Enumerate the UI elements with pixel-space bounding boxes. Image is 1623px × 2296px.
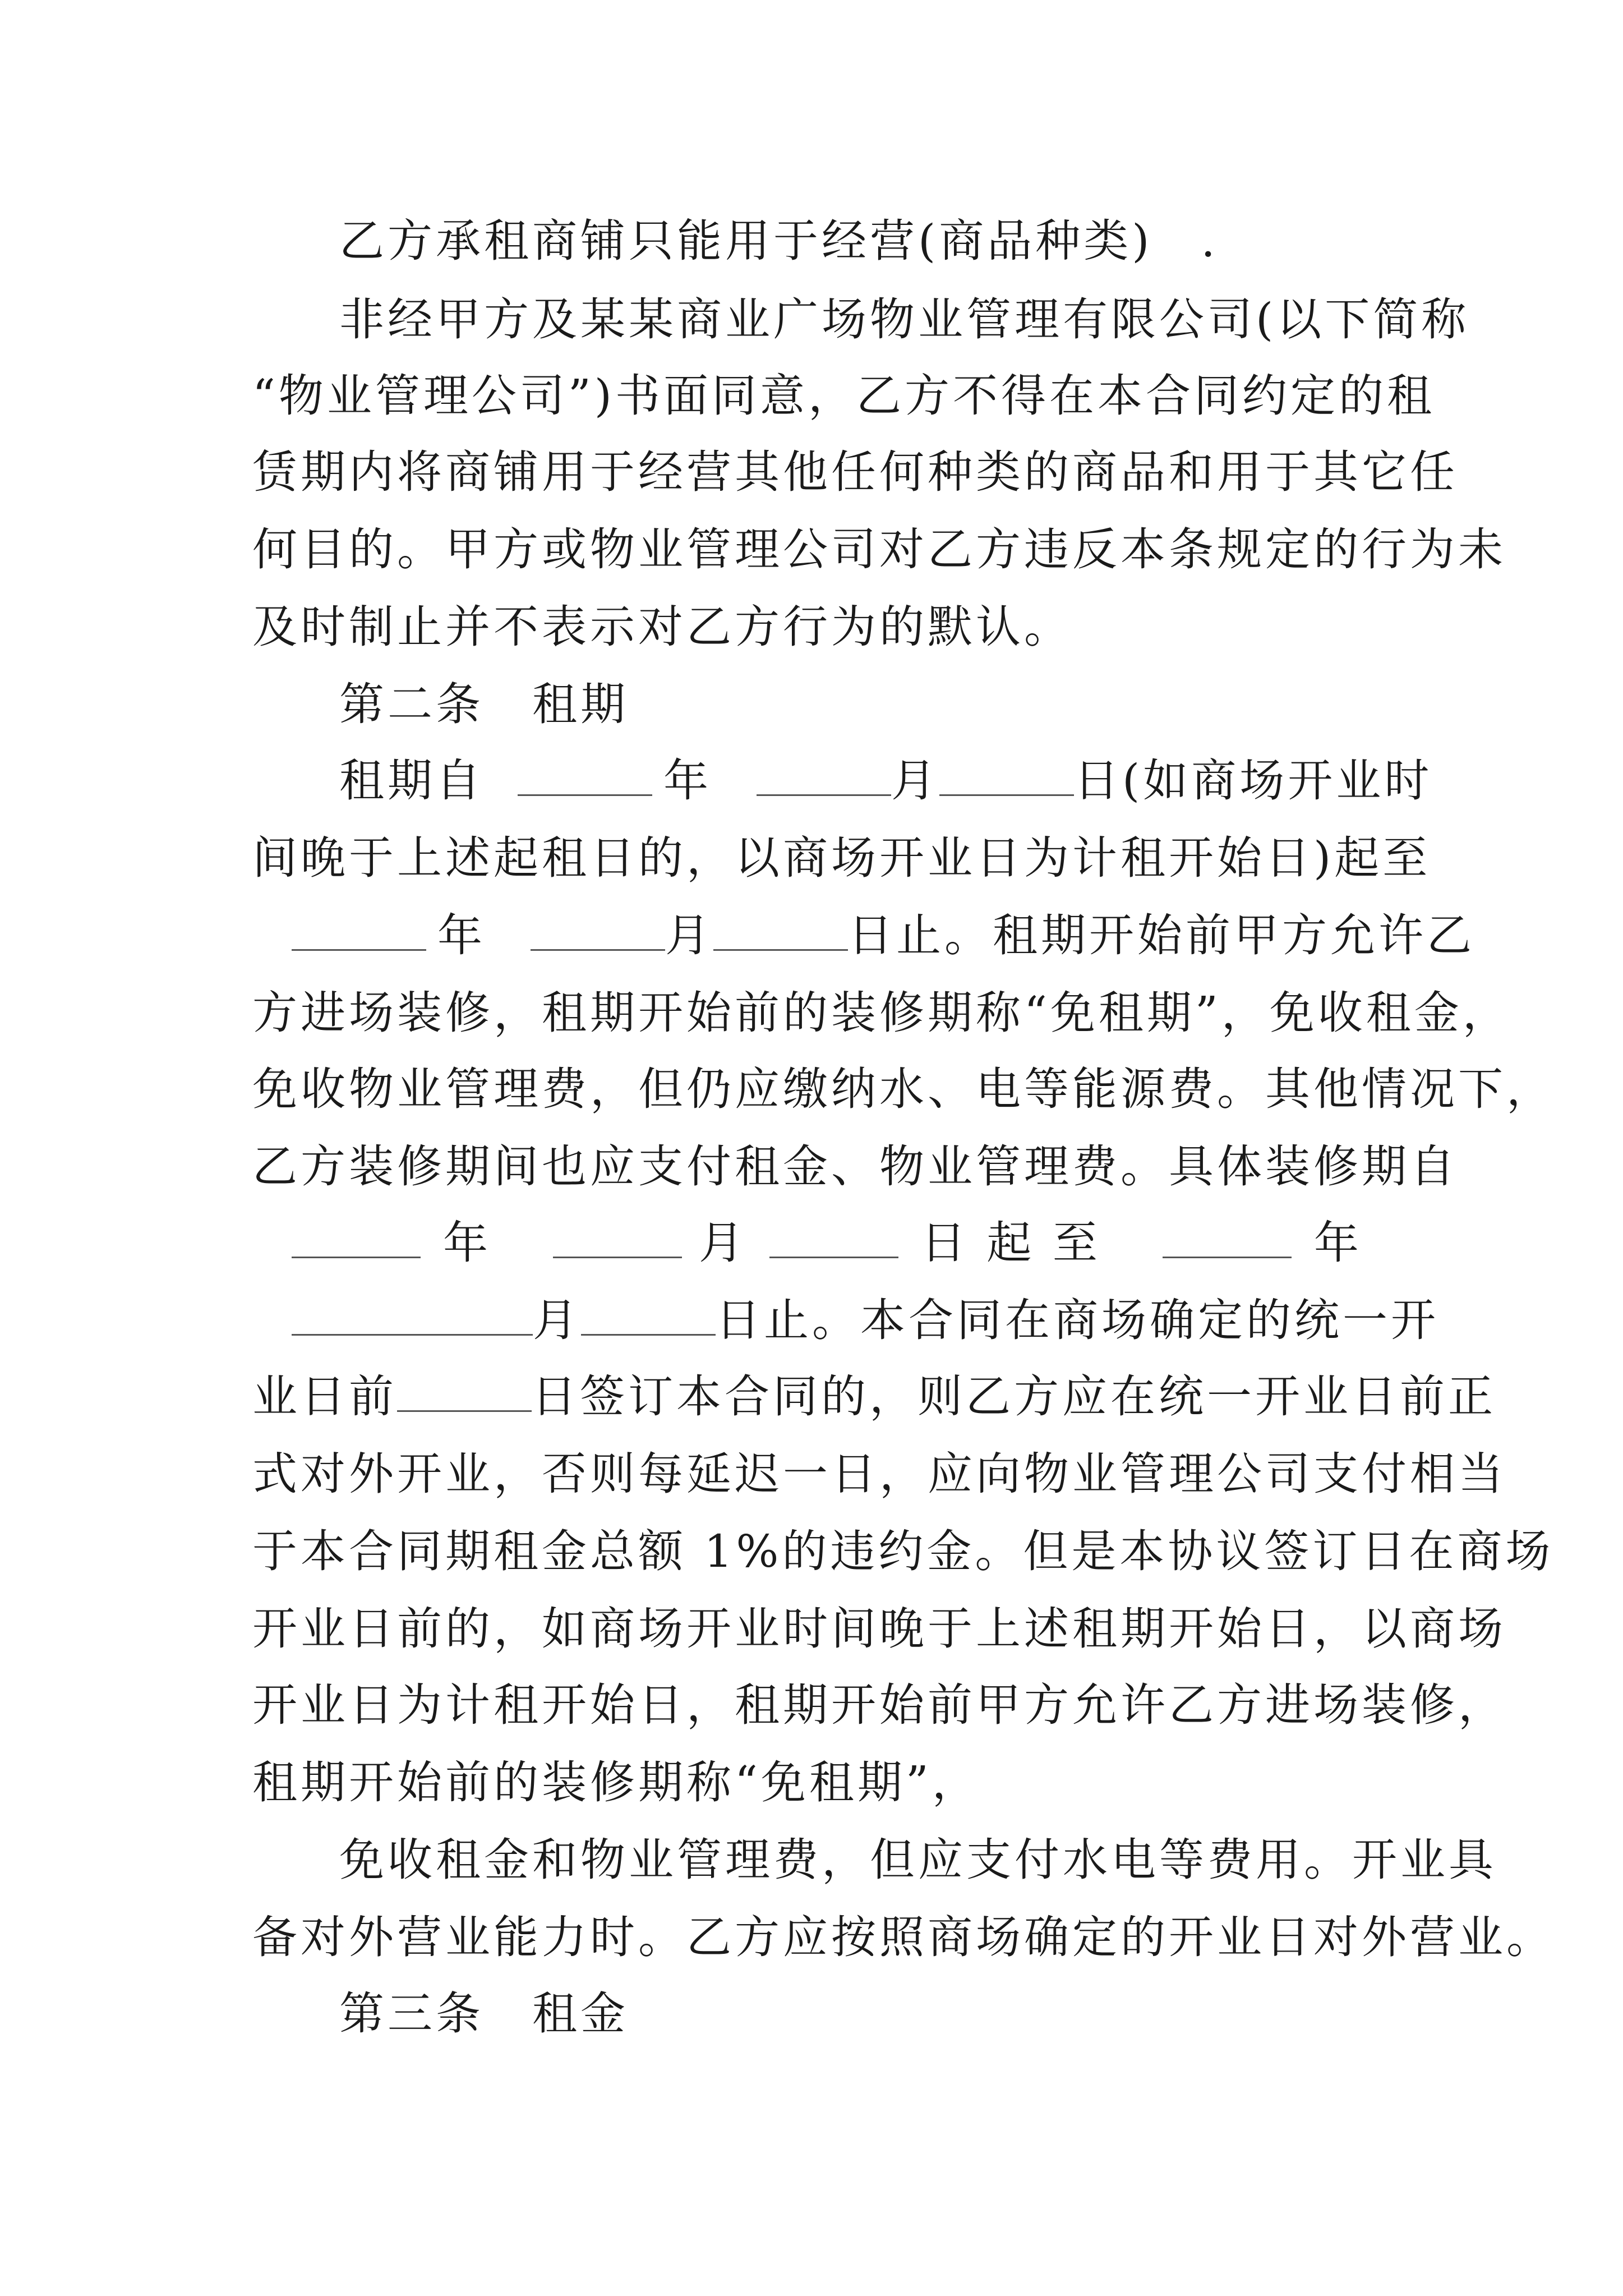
month-blank (292, 1295, 533, 1336)
term-line (252, 896, 1475, 975)
paragraph-line: “物业管理公司”)书面同意，乙方不得在本合同约定的租 (252, 370, 1436, 422)
paragraph-line: 间晚于上述起租日的，以商场开业日为计租开始日)起至 (252, 832, 1431, 884)
paragraph-line: 免收租金和物业管理费，但应支付水电等费用。开业具 (339, 1834, 1497, 1886)
month-label: 月 (891, 754, 939, 807)
term-from-label: 租期自 (339, 754, 484, 807)
term-line (252, 1204, 1391, 1282)
paragraph-line: 乙方装修期间也应支付租金、物业管理费。具体装修期自 (252, 1140, 1458, 1193)
month-label: 月 (533, 1294, 581, 1346)
term-line3-tail: 日止。租期开始前甲方允许乙 (848, 909, 1475, 961)
term-line (252, 1358, 1496, 1436)
paragraph-line: 何目的。甲方或物业管理公司对乙方违反本条规定的行为未 (252, 523, 1506, 576)
paragraph-line: 非经甲方及某某商业广场物业管理有限公司(以下简称 (339, 293, 1470, 346)
paragraph-line: 免收物业管理费，但仍应缴纳水、电等能源费。其他情况下， (252, 1063, 1555, 1115)
day-from-to: 日 起 至 (921, 1217, 1101, 1269)
paragraph-line: 开业日为计租开始日，租期开始前甲方允许乙方进场装修， (252, 1679, 1506, 1731)
paragraph-line: 赁期内将商铺用于经营其他任何种类的商品和用于其它任 (252, 446, 1458, 498)
term-line (339, 742, 1433, 820)
paragraph-line: 开业日前的，如商场开业时间晚于上述租期开始日，以商场 (252, 1603, 1506, 1655)
days-blank (397, 1371, 532, 1412)
section-heading: 第二条 租期 (339, 678, 629, 730)
paragraph-line: 备对外营业能力时。乙方应按照商场确定的开业日对外营业。 (252, 1911, 1555, 1963)
day-blank (939, 755, 1074, 796)
month-blank (553, 1217, 682, 1258)
day-blank (713, 910, 848, 951)
term-line9-tail: 日签订本合同的，则乙方应在统一开业日前正 (532, 1370, 1496, 1423)
day-note: 日(如商场开业时 (1074, 754, 1433, 807)
term-line (252, 1281, 1439, 1360)
paragraph-line: 乙方承租商铺只能用于经营(商品种类) . (339, 215, 1219, 267)
year-blank (292, 1217, 421, 1258)
month-blank (531, 910, 665, 951)
term-line9-head: 业日前 (252, 1370, 397, 1423)
year-label: 年 (1313, 1217, 1362, 1269)
term-line8-tail: 日止。本合同在商场确定的统一开 (716, 1294, 1439, 1346)
paragraph-line: 租期开始前的装修期称“免租期”， (252, 1756, 980, 1809)
year-label: 年 (663, 754, 712, 807)
day-blank (769, 1217, 898, 1258)
month-label: 月 (665, 909, 713, 961)
paragraph-line: 于本合同期租金总额 1%的违约金。但是本协议签订日在商场 (252, 1525, 1554, 1577)
month-label: 月 (699, 1217, 747, 1269)
paragraph-line: 方进场装修，租期开始前的装修期称“免租期”，免收租金， (252, 987, 1511, 1039)
paragraph-line: 及时制止并不表示对乙方行为的默认。 (252, 601, 1072, 653)
year-blank (1163, 1217, 1292, 1258)
month-blank (757, 755, 891, 796)
year-label: 年 (443, 1217, 491, 1269)
year-label: 年 (437, 909, 486, 961)
year-blank (518, 755, 652, 796)
day-blank (581, 1295, 716, 1336)
paragraph-line: 式对外开业，否则每延迟一日，应向物业管理公司支付相当 (252, 1448, 1506, 1500)
year-blank (292, 910, 426, 951)
section-heading: 第三条 租金 (339, 1987, 629, 2040)
